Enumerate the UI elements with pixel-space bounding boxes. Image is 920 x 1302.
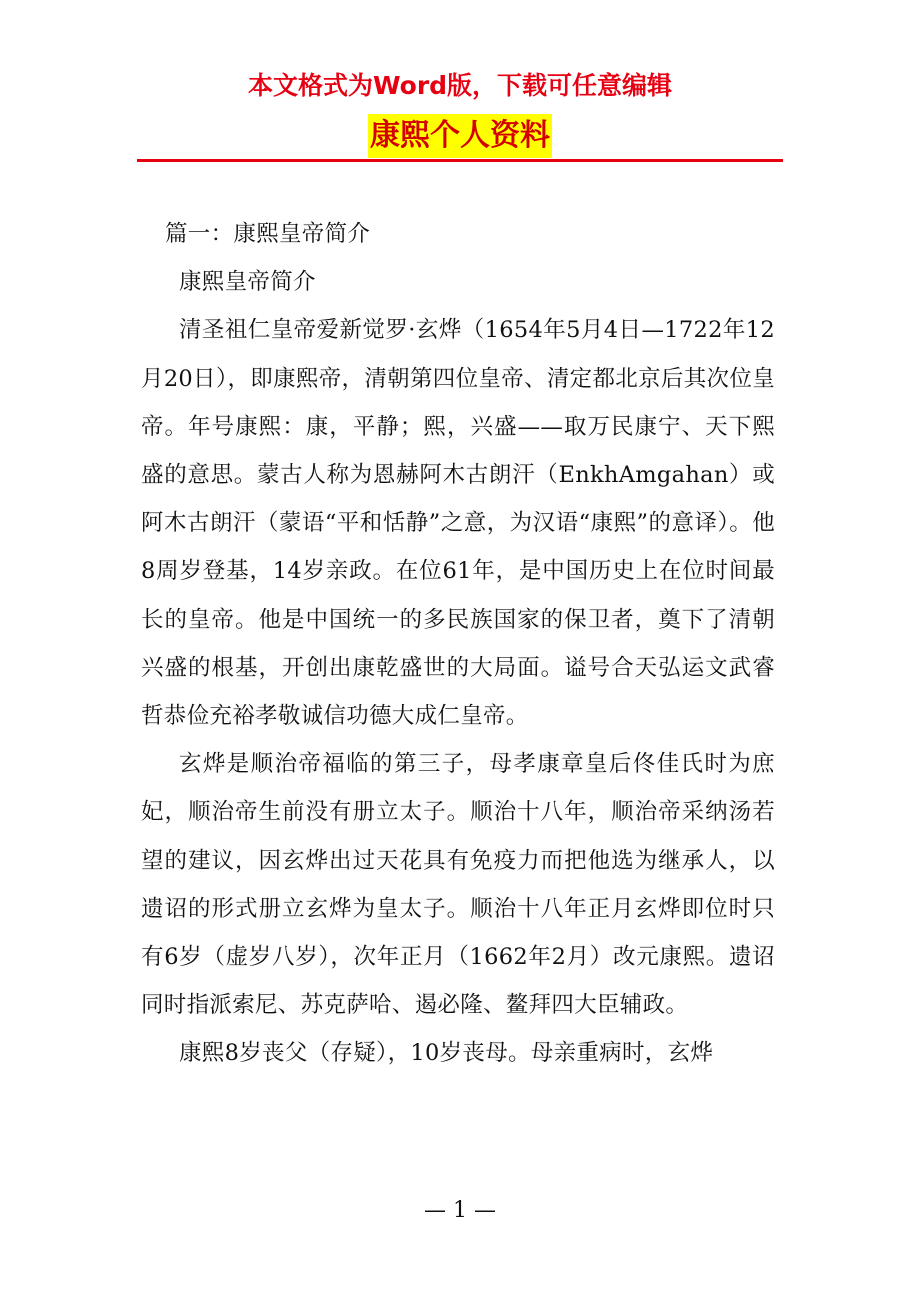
format-banner: 本文格式为Word版，下载可任意编辑 [247,71,673,100]
header-divider [137,159,783,162]
section-heading: 篇一：康熙皇帝简介 [165,221,371,247]
subheading: 康熙皇帝简介 [179,269,316,296]
body-paragraph: 康熙8岁丧父（存疑），10岁丧母。母亲重病时，玄烨 [179,1040,714,1067]
document-title: 康熙个人资料 [368,114,552,158]
page-number: — 1 — [424,1198,496,1223]
body-paragraph: 清圣祖仁皇帝爱新觉罗·玄烨（1654年5月4日—1722年12月20日），即康熙帝，清朝第四位皇帝、清定都北京后其次位皇帝。年号康熙：康，平静；熙，兴盛——取万民康宁、天下熙盛的意思。蒙古人称为恩赫阿木古朗汗（EnkhAmgahan）或阿木古朗汗（蒙语“平和恬静”之意，为汉语“康熙”的意译）。他8周岁登基，14岁亲政。在位61年，是中国历史上在位时间最长的皇帝。他是中国统一的多民族国家的保卫者，奠下了清朝兴盛的根基，开创出康乾盛世的大局面。谥号合天弘运文武睿哲恭俭充裕孝敬诚信功德大成仁皇帝。 [141,317,775,730]
title-container [0,114,920,158]
body-paragraph: 玄烨是顺治帝福临的第三子，母孝康章皇后佟佳氏时为庶妃，顺治帝生前没有册立太子。顺治十八年，顺治帝采纳汤若望的建议，因玄烨出过天花具有免疫力而把他选为继承人，以遗诏的形式册立玄烨为皇太子。顺治十八年正月玄烨即位时只有6岁（虚岁八岁），次年正月（1662年2月）改元康熙。遗诏同时指派索尼、苏克萨哈、遏必隆、鳌拜四大臣辅政。 [141,751,775,1019]
document-body [141,210,775,1078]
